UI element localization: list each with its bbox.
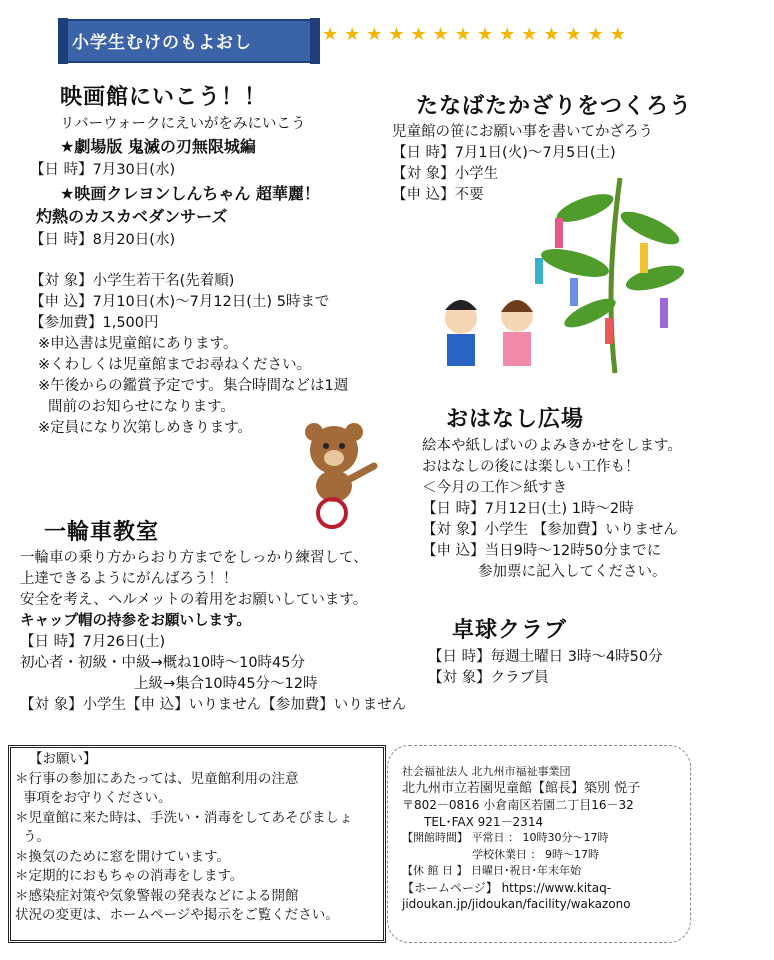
ohanashi-heading: おはなし広場 — [446, 407, 585, 432]
tanabata-heading: たなばたかざりをつくろう — [416, 94, 693, 119]
tanabata-date: 【日 時】7月1日(火)～7月5日(土) — [392, 145, 616, 161]
info-tel: TEL･FAX 921－2314 — [424, 814, 544, 829]
movie-date1: 【日 時】7月30日(水) — [30, 162, 176, 178]
pingpong-heading: 卓球クラブ — [452, 618, 568, 643]
pingpong-date: 【日 時】毎週土曜日 3時～4時50分 — [428, 649, 663, 665]
notice-line: ＊行事の参加にあたっては、児童館利用の注意 — [15, 770, 299, 787]
notice-line: 状況の変更は、ホームページや掲示をご覧ください。 — [15, 907, 339, 923]
movie-heading: 映画館にいこう！！ — [60, 85, 268, 110]
unicycle-desc2: 上達できるようにがんばろう！！ — [20, 571, 238, 587]
movie-note3b: 間前のお知らせになります。 — [48, 399, 235, 415]
tanabata-desc: 児童館の笹にお願い事を書いてかざろう — [392, 124, 653, 140]
facility-info-box — [387, 745, 691, 943]
bear-unicycle-illustration — [298, 418, 382, 530]
ohanashi-apply2: 参加票に記入してください。 — [478, 564, 667, 580]
movie-target: 【対 象】小学生若干名(先着順) — [30, 273, 235, 289]
info-closed: 【休 館 日 】 日曜日･祝日･年末年始 — [402, 864, 581, 877]
notice-line: う。 — [23, 829, 50, 845]
ohanashi-desc2: おはなしの後には楽しい工作も！ — [422, 459, 640, 475]
movie-note1: ※申込書は児童館にあります。 — [38, 336, 238, 352]
movie-fee: 【参加費】1,500円 — [30, 315, 159, 331]
unicycle-target: 【対 象】小学生【申 込】いりません【参加費】いりません — [20, 697, 407, 713]
notice-box — [8, 745, 386, 943]
movie-film2a: ★映画クレヨンしんちゃん 超華麗！ — [60, 184, 320, 203]
unicycle-desc3: 安全を考え、ヘルメットの着用をお願いしています。 — [20, 592, 368, 608]
ohanashi-desc1: 絵本や紙しばいのよみきかせをします。 — [422, 438, 682, 454]
movie-date2: 【日 時】8月20日(水) — [30, 232, 176, 248]
movie-intro: リバーウォークにえいがをみにいこう — [60, 116, 306, 132]
stars-decoration: ★★★★★★★★★★★★★★ — [322, 24, 632, 45]
banner-title: 小学生むけのもよおし — [72, 33, 252, 53]
ohanashi-apply1: 【申 込】当日9時～12時50分までに — [422, 543, 662, 559]
movie-note3a: ※午後からの鑑賞予定です。集合時間などは1週 — [38, 378, 349, 394]
notice-line: ＊感染症対策や気象警報の発表などによる開館 — [15, 887, 299, 904]
movie-apply: 【申 込】7月10日(木)～7月12日(土) 5時まで — [30, 294, 330, 310]
info-homepage-cont[interactable]: jidoukan.jp/jidoukan/facility/wakazono — [402, 897, 631, 911]
notice-line: 事項をお守りください。 — [23, 790, 172, 806]
ohanashi-desc3: ＜今月の工作＞紙すき — [422, 480, 567, 496]
info-name: 北九州市立若園児童館【館長】築別 悦子 — [402, 780, 641, 796]
info-hours-holiday: 学校休業日 ： 9時～17時 — [472, 847, 599, 861]
unicycle-time2: 上級→集合10時45分～12時 — [134, 676, 318, 692]
unicycle-time1: 初心者・初級・中級→概ね10時～10時45分 — [20, 655, 306, 671]
tanabata-target: 【対 象】小学生 — [392, 166, 499, 182]
notice-line: ＊換気のために窓を開けています。 — [15, 848, 230, 865]
info-homepage[interactable]: 【ホームページ】 https://www.kitaq- — [402, 880, 612, 895]
movie-note4: ※定員になり次第しめきります。 — [38, 420, 252, 436]
movie-film2b: 灼熱のカスカベダンサーズ — [36, 207, 228, 226]
unicycle-date: 【日 時】7月26日(土) — [20, 634, 166, 650]
unicycle-desc1: 一輪車の乗り方からおり方までをしっかり練習して、 — [20, 550, 368, 566]
movie-film1: ★劇場版 鬼滅の刃無限城編 — [60, 137, 256, 156]
movie-note2: ※くわしくは児童館までお尋ねください。 — [38, 357, 312, 373]
tanabata-illustration — [425, 168, 685, 378]
info-hours: 【開館時間】 平常日 ： 10時30分～17時 — [402, 831, 609, 844]
notice-line: ＊定期的におもちゃの消毒をします。 — [15, 868, 244, 884]
pingpong-target: 【対 象】クラブ員 — [428, 670, 549, 686]
unicycle-heading: 一輪車教室 — [44, 520, 160, 545]
unicycle-desc4: キャップ帽の持参をお願いします。 — [20, 613, 251, 629]
info-org: 社会福祉法人 北九州市福祉事業団 — [402, 765, 571, 778]
tanabata-apply: 【申 込】不要 — [392, 187, 484, 203]
notice-line: ＊児童館に来た時は、手洗い・消毒をしてあそびましょ — [15, 809, 353, 826]
info-address: 〒802－0816 小倉南区若園二丁目16－32 — [402, 798, 634, 812]
ohanashi-date: 【日 時】7月12日(土) 1時～2時 — [422, 501, 634, 517]
notice-title: 【お願い】 — [29, 751, 97, 767]
ohanashi-target: 【対 象】小学生 【参加費】いりません — [422, 522, 678, 538]
